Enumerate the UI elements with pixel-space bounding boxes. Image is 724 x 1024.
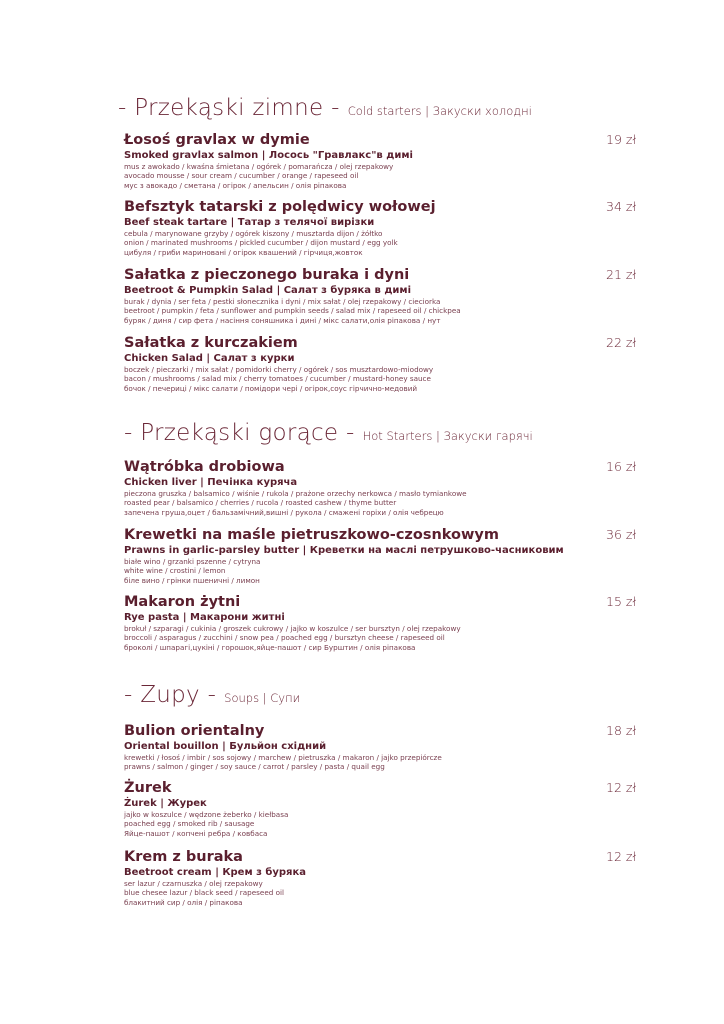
item-ingredients-pl: jajko w koszulce / wędzone żeberko / kiełbasa — [124, 810, 289, 819]
section-title-soups — [124, 682, 300, 708]
item-price: 18 zł — [606, 723, 636, 738]
menu-item-tartare — [124, 199, 644, 257]
menu-item-zurek — [124, 780, 644, 838]
menu-item-chicken-liver — [124, 459, 644, 517]
item-price: 12 zł — [606, 849, 636, 864]
item-ingredients-pl: brokuł / szparagi / cukinia / groszek cukrowy / jajko w koszulce / ser bursztyn / olej rzepakowy — [124, 624, 461, 633]
item-translation: Beetroot cream | Крем з буряка — [124, 867, 307, 878]
item-name: Wątróbka drobiowa — [124, 459, 285, 475]
section-subheading: Soups | Супи — [224, 691, 301, 705]
item-ingredients-ua: броколі / шпарагі,цукіні / горошок,яйце-пашот / сир Бурштин / олія ріпакова — [124, 642, 416, 652]
item-ingredients-ua: бочок / печериці / мікс салати / помідори чері / огірок,соус гірчично-медовий — [124, 383, 418, 393]
item-ingredients-en: beetroot / pumpkin / feta / sunflower and pumpkin seeds / salad mix / rapeseed oil / chickpea — [124, 306, 461, 316]
item-name: Krem z buraka — [124, 849, 243, 865]
item-ingredients-pl: krewetki / łosoś / imbir / sos sojowy / marchew / pietruszka / makaron / jajko przepiórcze — [124, 753, 442, 762]
item-ingredients-en: onion / marinated mushrooms / pickled cucumber / dijon mustard / egg yolk — [124, 238, 398, 248]
item-translation: Chicken liver | Печінка куряча — [124, 477, 298, 488]
item-translation: Beetroot & Pumpkin Salad | Салат з буряка в димі — [124, 285, 412, 296]
item-price: 21 zł — [606, 267, 636, 282]
item-ingredients-ua: запечена груша,оцет / бальзамічний,вишні / рукола / смажені горіхи / олія чебрецю — [124, 507, 444, 517]
item-translation: Rye pasta | Макарони житні — [124, 612, 285, 623]
item-ingredients-ua: буряк / диня / сир фета / насіння соняшника і дині / мікс салати,олія ріпакова / нут — [124, 315, 441, 325]
item-name: Sałatka z kurczakiem — [124, 335, 298, 351]
item-ingredients-ua: мус з авокадо / сметана / огірок / апельсин / олія ріпакова — [124, 180, 347, 190]
item-ingredients-en: broccoli / asparagus / zucchini / snow pea / poached egg / bursztyn cheese / rapeseed oil — [124, 633, 445, 643]
item-ingredients-ua: блакитний сир / олія / ріпакова — [124, 897, 243, 907]
item-price: 15 zł — [606, 594, 636, 609]
item-name: Krewetki na maśle pietruszkowo-czosnkowym — [124, 527, 499, 543]
item-translation: Chicken Salad | Салат з курки — [124, 353, 295, 364]
menu-item-beet-cream — [124, 849, 644, 907]
item-name: Makaron żytni — [124, 594, 241, 610]
item-ingredients-ua: Яйце-пашот / копчені ребра / ковбаса — [124, 828, 268, 838]
section-subheading: Hot Starters | Закуски гарячі — [362, 429, 533, 443]
item-ingredients-pl: boczek / pieczarki / mix sałat / pomidorki cherry / ogórek / sos musztardowo-miodowy — [124, 365, 434, 374]
item-ingredients-ua: біле вино / грінки пшеничні / лимон — [124, 575, 260, 585]
section-heading: - Zupy - — [124, 682, 217, 708]
item-price: 36 zł — [606, 527, 636, 542]
item-price: 16 zł — [606, 459, 636, 474]
item-translation: Oriental bouillon | Бульйон східний — [124, 741, 327, 752]
item-ingredients-en: blue chesee lazur / black seed / rapeseed oil — [124, 888, 284, 898]
section-subheading: Cold starters | Закуски холодні — [347, 104, 532, 118]
item-ingredients-pl: ser lazur / czarnuszka / olej rzepakowy — [124, 879, 263, 888]
section-heading: - Przekąski zimne - — [118, 95, 340, 121]
item-name: Żurek — [124, 780, 172, 796]
item-ingredients-pl: mus z awokado / kwaśna śmietana / ogórek / pomarańcza / olej rzepakowy — [124, 162, 394, 171]
item-ingredients-en: roasted pear / balsamico / cherries / rucola / roasted cashew / thyme butter — [124, 498, 397, 508]
menu-item-beet-salad — [124, 267, 644, 325]
item-ingredients-en: white wine / crostini / lemon — [124, 566, 226, 576]
section-title-hot — [124, 420, 533, 446]
item-ingredients-en: bacon / mushrooms / salad mix / cherry tomatoes / cucumber / mustard-honey sauce — [124, 374, 431, 384]
menu-item-rye-pasta — [124, 594, 644, 652]
item-ingredients-en: poached egg / smoked rib / sausage — [124, 819, 255, 829]
item-price: 19 zł — [606, 132, 636, 147]
item-ingredients-pl: burak / dynia / ser feta / pestki słonecznika i dyni / mix sałat / olej rzepakowy / cieciorka — [124, 297, 441, 306]
section-heading: - Przekąski gorące - — [124, 420, 355, 446]
item-translation: Beef steak tartare | Татар з телячої вирізки — [124, 217, 375, 228]
item-price: 34 zł — [606, 199, 636, 214]
item-ingredients-pl: cebula / marynowane grzyby / ogórek kiszony / musztarda dijon / żółtko — [124, 229, 383, 238]
item-ingredients-en: prawns / salmon / ginger / soy sauce / carrot / parsley / pasta / quail egg — [124, 762, 385, 772]
item-ingredients-pl: białe wino / grzanki pszenne / cytryna — [124, 557, 261, 566]
menu-item-bouillon — [124, 723, 644, 772]
menu-item-prawns — [124, 527, 644, 585]
item-name: Sałatka z pieczonego buraka i dyni — [124, 267, 410, 283]
item-price: 22 zł — [606, 335, 636, 350]
item-translation: Smoked gravlax salmon | Лосось "Гравлакс"в димі — [124, 150, 413, 161]
menu-item-salmon — [124, 132, 644, 190]
item-ingredients-en: avocado mousse / sour cream / cucumber / orange / rapeseed oil — [124, 171, 359, 181]
item-name: Łosoś gravlax w dymie — [124, 132, 310, 148]
item-ingredients-ua: цибуля / гриби мариновані / огірок квашений / гірчиця,жовток — [124, 247, 363, 257]
item-name: Befsztyk tatarski z polędwicy wołowej — [124, 199, 436, 215]
menu-item-chicken-salad — [124, 335, 644, 393]
item-name: Bulion orientalny — [124, 723, 265, 739]
item-translation: Żurek | Журек — [124, 798, 207, 809]
section-title-cold — [118, 95, 532, 121]
item-translation: Prawns in garlic-parsley butter | Креветки на маслі петрушково-часниковим — [124, 545, 564, 556]
item-ingredients-pl: pieczona gruszka / balsamico / wiśnie / rukola / prażone orzechy nerkowca / masło tymiankowe — [124, 489, 467, 498]
item-price: 12 zł — [606, 780, 636, 795]
